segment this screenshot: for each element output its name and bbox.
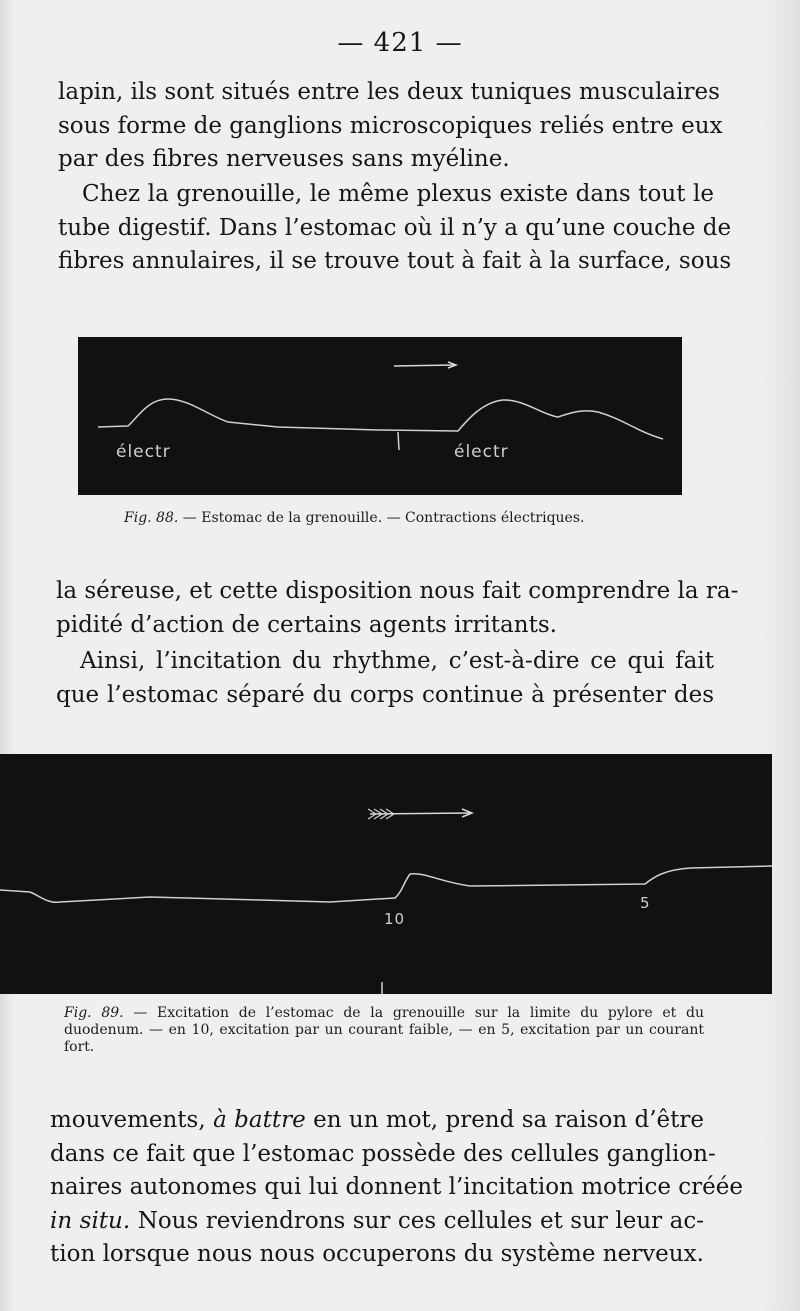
stimulus-mark <box>398 432 399 450</box>
caption-label: Fig. 89. <box>64 1005 124 1021</box>
label-10: 10 <box>384 910 406 928</box>
page-number: — 421 — <box>337 28 463 58</box>
emphasis-text: à battre <box>213 1107 306 1133</box>
text-line: pidité d’action de certains agents irritants. <box>56 611 557 638</box>
figure-89-image <box>0 754 772 994</box>
text-line: la séreuse, et cette disposition nous fait comprendre la ra- <box>56 578 739 604</box>
paragraph-1 <box>58 76 723 177</box>
figure-89-trace <box>0 754 772 994</box>
text-line: naires autonomes qui lui donnent l’incitation motrice créée <box>50 1174 743 1200</box>
electr-label-left: électr <box>116 442 171 462</box>
caption-text: — Estomac de la grenouille. — Contractions électriques. <box>182 510 585 526</box>
paragraph-4 <box>56 645 714 712</box>
paragraph-5 <box>50 1104 743 1272</box>
text-line <box>50 1205 704 1239</box>
text-line <box>50 1104 704 1138</box>
text-line: par des fibres nerveuses sans myéline. <box>58 146 510 172</box>
figure-89-caption <box>64 1005 704 1056</box>
arrow-line <box>370 813 470 814</box>
contraction-curve <box>98 399 663 439</box>
text-line: dans ce fait que l’estomac possède des cellules ganglion- <box>50 1140 716 1167</box>
contraction-curve <box>0 866 772 902</box>
text-segment: en un mot, prend sa raison d’être <box>313 1107 705 1133</box>
text-line: que l’estomac séparé du corps continue à présenter des <box>56 681 714 708</box>
paragraph-3 <box>56 575 739 642</box>
caption-label: Fig. 88. <box>124 510 179 526</box>
text-line: tion lorsque nous nous occuperons du système nerveux. <box>50 1241 704 1267</box>
text-segment: mouvements, <box>50 1107 206 1133</box>
figure-88-image <box>78 337 682 495</box>
paragraph-2 <box>58 178 732 279</box>
text-line: lapin, ils sont situés entre les deux tuniques musculaires <box>58 79 720 105</box>
figure-88-trace <box>78 337 682 495</box>
text-line: tube digestif. Dans l’estomac où il n’y a qu’une couche de <box>58 214 732 241</box>
text-line: Chez la grenouille, le même plexus existe dans tout le <box>82 181 714 207</box>
electr-label-right: électr <box>454 442 509 462</box>
text-line: sous forme de ganglions microscopiques reliés entre eux <box>58 112 723 139</box>
label-5: 5 <box>640 894 651 912</box>
text-segment: Nous reviendrons sur ces cellules et sur leur ac- <box>137 1207 705 1234</box>
emphasis-text: in situ. <box>50 1207 131 1234</box>
text-line: Ainsi, l’incitation du rhythme, c’est-à-dire ce qui fait <box>80 648 714 674</box>
arrow-line <box>394 365 454 366</box>
figure-88-caption <box>124 510 684 527</box>
caption-text: — Excitation de l’estomac de la grenouille sur la limite du pylore et du duodenum. — en 10, excitation par un courant faible, — en 5, excitation par un courant fort. <box>64 1005 704 1055</box>
text-line: fibres annulaires, il se trouve tout à fait à la surface, sous <box>58 248 732 274</box>
